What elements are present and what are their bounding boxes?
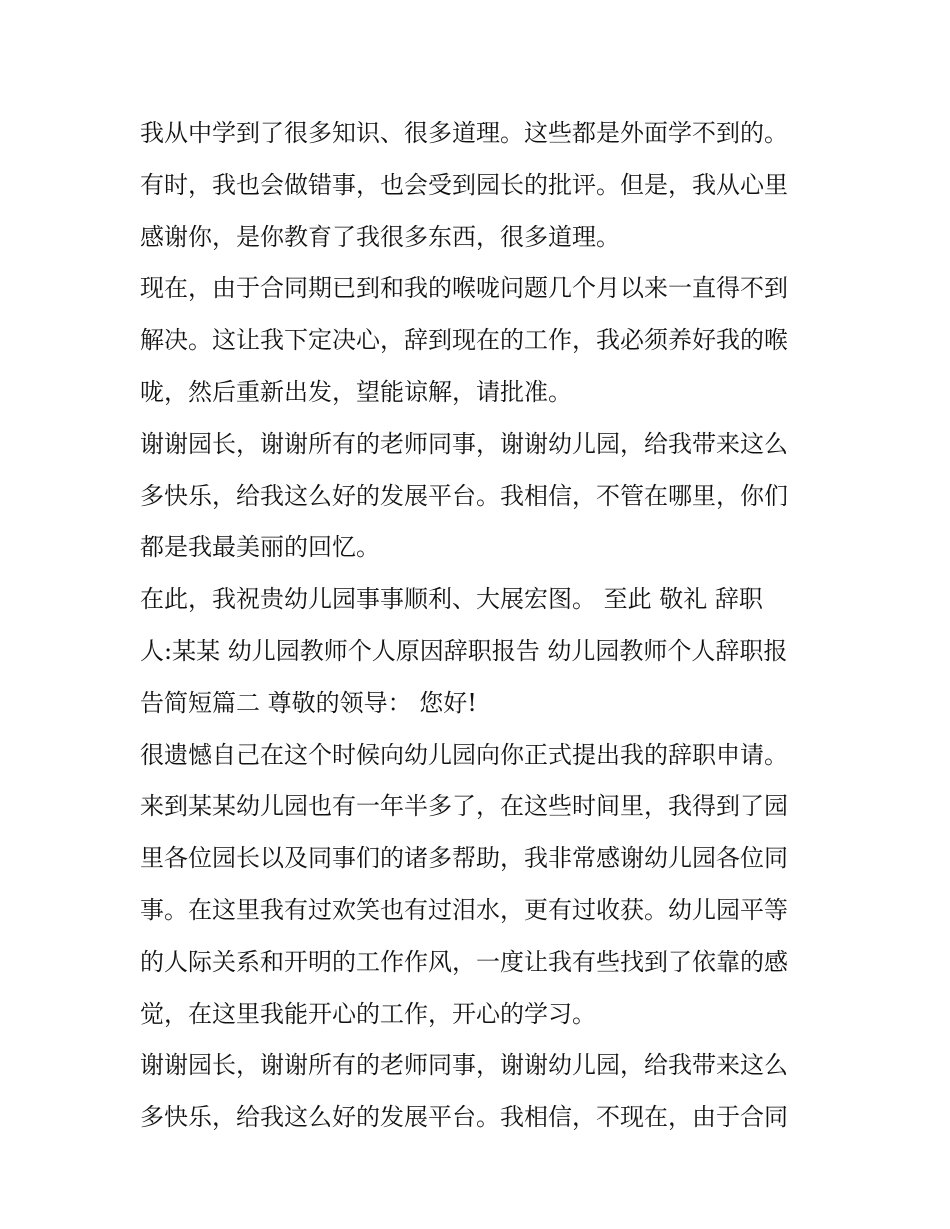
text-line: 有时，我也会做错事，也会受到园长的批评。但是，我从心里 [140,170,788,199]
text-line: 里各位园长以及同事们的诸多帮助，我非常感谢幼儿园各位同 [140,844,788,873]
text-line: 的人际关系和开明的工作作风，一度让我有些找到了依靠的感 [140,947,788,976]
text-line: 都是我最美丽的回忆。 [140,533,380,562]
text-line: 我从中学到了很多知识、很多道理。这些都是外面学不到的。 [140,119,788,147]
text-line: 在此，我祝贵幼儿园事事顺利、大展宏图。 至此 敬礼 辞职 [140,585,763,614]
text-line: 谢谢园长，谢谢所有的老师同事，谢谢幼儿园，给我带来这么 [140,1051,788,1080]
text-line: 感谢你，是你教育了我很多东西，很多道理。 [140,222,620,251]
text-line: 现在，由于合同期已到和我的喉咙问题几个月以来一直得不到 [140,274,788,303]
text-line: 很遗憾自己在这个时候向幼儿园向你正式提出我的辞职申请。 [140,740,788,769]
text-line: 觉，在这里我能开心的工作，开心的学习。 [140,999,596,1028]
text-line: 解决。这让我下定决心，辞到现在的工作，我必须养好我的喉 [140,326,788,355]
text-line: 人:某某 幼儿园教师个人原因辞职报告 幼儿园教师个人辞职报 [140,636,788,665]
text-line: 多快乐，给我这么好的发展平台。我相信，不现在，由于合同 [140,1103,788,1132]
body-text [140,108,840,1144]
text-line: 事。在这里我有过欢笑也有过泪水，更有过收获。幼儿园平等 [140,895,788,924]
text-line: 咙，然后重新出发，望能谅解，请批准。 [140,377,572,406]
text-line: 多快乐，给我这么好的发展平台。我相信，不管在哪里，你们 [140,481,788,510]
text-line: 谢谢园长，谢谢所有的老师同事，谢谢幼儿园，给我带来这么 [140,429,788,458]
text-line: 告简短篇二 尊敬的领导： 您好! [140,688,477,717]
text-line: 来到某某幼儿园也有一年半多了，在这些时间里，我得到了园 [140,792,788,821]
